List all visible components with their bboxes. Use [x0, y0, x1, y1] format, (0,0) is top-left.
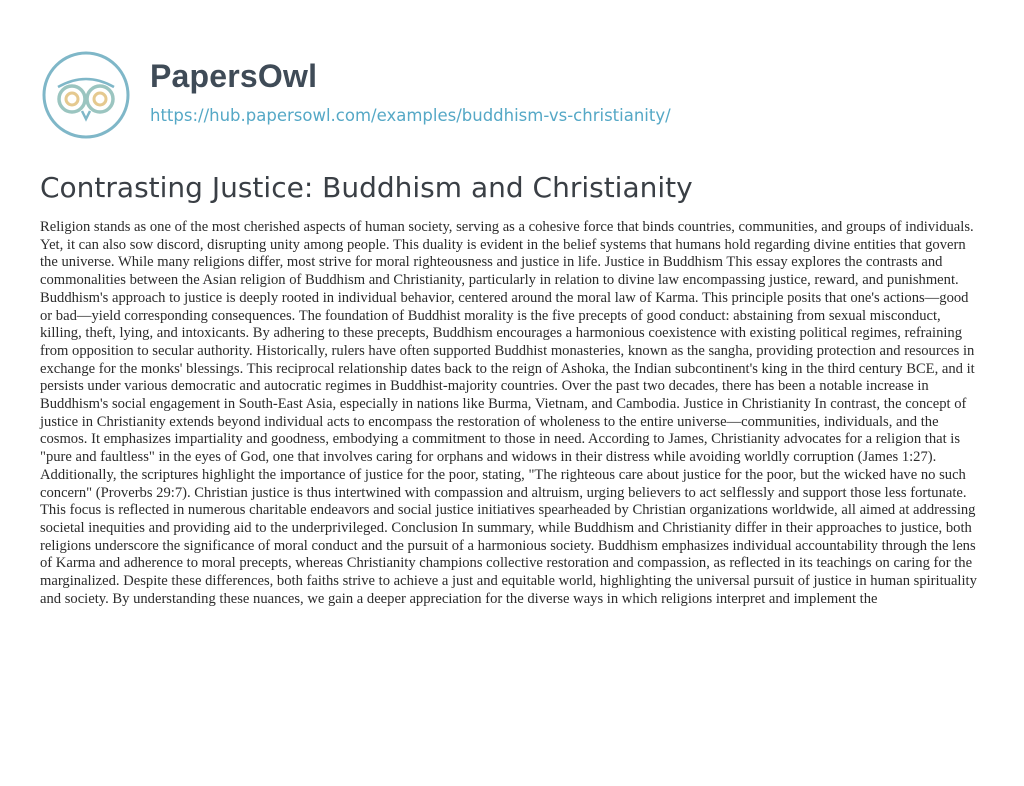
owl-logo-icon	[40, 49, 132, 141]
document-body: Religion stands as one of the most cherished aspects of human society, serving as a cohesive force that binds countries, communities, and groups of individuals. Yet, it can also sow discord, disrupting unity among people. This duality is evident in the belief systems that humans hold regarding divine entities that govern the universe. While many religions differ, most strive for moral righteousness and justice in life. Justice in Buddhism This essay explores the contrasts and commonalities between the Asian religion of Buddhism and Christianity, particularly in relation to divine law encompassing justice, reward, and punishment. Buddhism's approach to justice is deeply rooted in individual behavior, centered around the moral law of Karma. This principle posits that one's actions—good or bad—yield corresponding consequences. The foundation of Buddhist morality is the five precepts of good conduct: abstaining from sexual misconduct, killing, theft, lying, and intoxicants. By adhering to these precepts, Buddhism encourages a harmonious coexistence with existing political regimes, refraining from opposition to secular authority. Historically, rulers have often supported Buddhist monasteries, known as the sangha, providing protection and resources in exchange for the monks' blessings. This reciprocal relationship dates back to the reign of Ashoka, the Indian subcontinent's king in the third century BCE, and it persists under various democratic and autocratic regimes in Buddhist-majority countries. Over the past two decades, there has been a notable increase in Buddhism's social engagement in South-East Asia, especially in nations like Burma, Vietnam, and Cambodia. Justice in Christianity In contrast, the concept of justice in Christianity extends beyond individual acts to encompass the restoration of wholeness to the entire universe—communities, individuals, and the cosmos. It emphasizes impartiality and goodness, embodying a commitment to those in need. According to James, Christianity advocates for a religion that is "pure and faultless" in the eyes of God, one that involves caring for orphans and widows in their distress while avoiding worldly corruption (James 1:27). Additionally, the scriptures highlight the importance of justice for the poor, stating, "The righteous care about justice for the poor, but the wicked have no such concern" (Proverbs 29:7). Christian justice is thus intertwined with compassion and altruism, urging believers to act selflessly and support those less fortunate. This focus is reflected in numerous charitable endeavors and social justice initiatives spearheaded by Christian organizations worldwide, all aimed at addressing societal inequities and providing aid to the underprivileged. Conclusion In summary, while Buddhism and Christianity differ in their approaches to justice, both religions underscore the significance of moral conduct and the pursuit of a harmonious society. Buddhism emphasizes individual accountability through the lens of Karma and adherence to moral precepts, whereas Christianity champions collective restoration and compassion, as reflected in its teachings on caring for the marginalized. Despite these differences, both faiths strive to achieve a just and equitable world, highlighting the universal pursuit of justice in human spirituality and society. By understanding these nuances, we gain a deeper appreciation for the diverse ways in which religions interpret and implement the	[40, 219, 977, 607]
source-url-link[interactable]: https://hub.papersowl.com/examples/buddhism-vs-christianity/	[150, 106, 671, 125]
site-header	[40, 44, 670, 142]
brand-name: PapersOwl	[150, 58, 318, 94]
document-title: Contrasting Justice: Buddhism and Christianity	[40, 171, 693, 204]
